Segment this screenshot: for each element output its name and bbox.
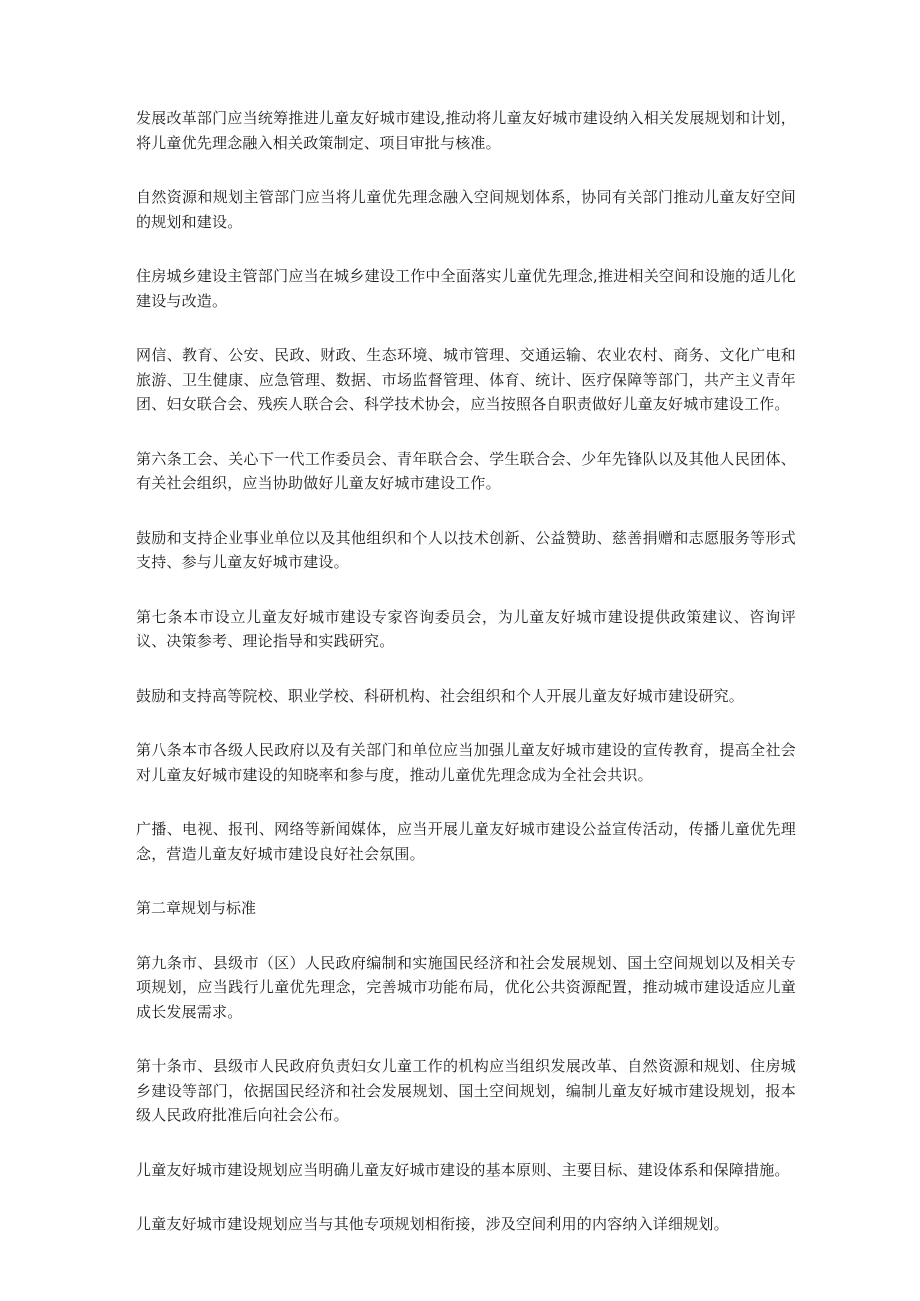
document-body [136, 106, 796, 1267]
paragraph-article-10: 第十条市、县级市人民政府负责妇女儿童工作的机构应当组织发展改革、自然资源和规划、住房城乡建设等部门，依据国民经济和社会发展规划、国土空间规划，编制儿童友好城市建设规划，报本级人民政府批准后向社会公布。 [136, 1057, 796, 1124]
paragraph-article-6: 第六条工会、关心下一代工作委员会、青年联合会、学生联合会、少年先锋队以及其他人民团体、有关社会组织，应当协助做好儿童友好城市建设工作。 [136, 449, 796, 492]
paragraph-media: 广播、电视、报刊、网络等新闻媒体，应当开展儿童友好城市建设公益宣传活动，传播儿童优先理念，营造儿童友好城市建设良好社会氛围。 [136, 820, 796, 863]
paragraph-housing-construction: 住房城乡建设主管部门应当在城乡建设工作中全面落实儿童优先理念,推进相关空间和设施的适儿化建设与改造。 [136, 267, 796, 310]
paragraph-article-8: 第八条本市各级人民政府以及有关部门和单位应当加强儿童友好城市建设的宣传教育，提高全社会对儿童友好城市建设的知晓率和参与度，推动儿童优先理念成为全社会共识。 [136, 741, 796, 784]
paragraph-article-9: 第九条市、县级市（区）人民政府编制和实施国民经济和社会发展规划、国土空间规划以及相关专项规划，应当践行儿童优先理念，完善城市功能布局，优化公共资源配置，推动城市建设适应儿童成长发展需求。 [136, 953, 796, 1021]
paragraph-plan-content: 儿童友好城市建设规划应当明确儿童友好城市建设的基本原则、主要目标、建设体系和保障措施。 [136, 1160, 790, 1179]
paragraph-plan-coordination: 儿童友好城市建设规划应当与其他专项规划相衔接，涉及空间利用的内容纳入详细规划。 [136, 1215, 729, 1233]
paragraph-development-reform: 发展改革部门应当统筹推进儿童友好城市建设,推动将儿童友好城市建设纳入相关发展规划和计划，将儿童优先理念融入相关政策制定、项目审批与核准。 [136, 109, 796, 152]
paragraph-natural-resources: 自然资源和规划主管部门应当将儿童优先理念融入空间规划体系，协同有关部门推动儿童友好空间的规划和建设。 [136, 188, 796, 231]
paragraph-encourage-enterprises: 鼓励和支持企业事业单位以及其他组织和个人以技术创新、公益赞助、慈善捐赠和志愿服务等形式支持、参与儿童友好城市建设。 [136, 528, 796, 571]
chapter-heading: 第二章规划与标准 [136, 899, 257, 917]
paragraph-encourage-research: 鼓励和支持高等院校、职业学校、科研机构、社会组织和个人开展儿童友好城市建设研究。 [136, 686, 745, 705]
paragraph-departments-list: 网信、教育、公安、民政、财政、生态环境、城市管理、交通运输、农业农村、商务、文化广电和旅游、卫生健康、应急管理、数据、市场监督管理、体育、统计、医疗保障等部门，共产主义青年团、妇女联合会、残疾人联合会、科学技术协会，应当按照各自职责做好儿童友好城市建设工作。 [136, 346, 796, 413]
paragraph-article-7: 第七条本市设立儿童友好城市建设专家咨询委员会，为儿童友好城市建设提供政策建议、咨询评议、决策参考、理论指导和实践研究。 [136, 607, 796, 650]
